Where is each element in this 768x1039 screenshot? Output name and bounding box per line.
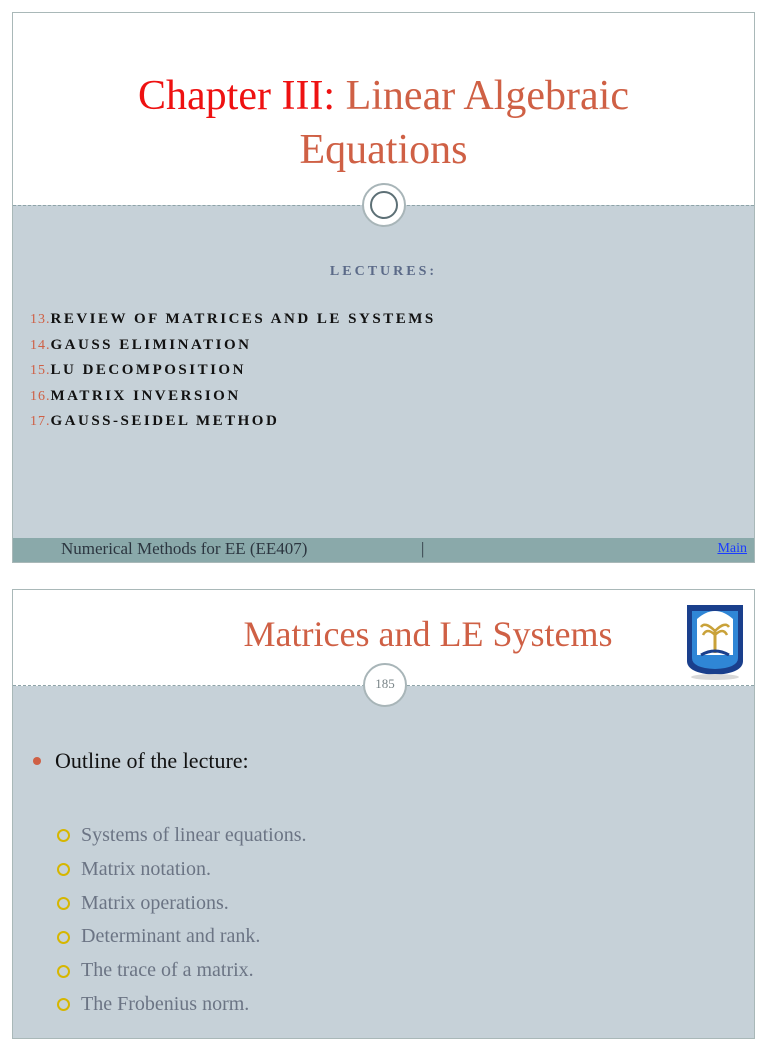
- circle-ornament-inner: [370, 191, 398, 219]
- lecture-label: LU DECOMPOSITION: [50, 362, 246, 378]
- outline-item: [57, 920, 307, 954]
- bullet-dot-icon: [33, 757, 41, 765]
- outline-item: [57, 954, 307, 988]
- outline-heading: [33, 748, 249, 774]
- slide-footer: [13, 538, 754, 563]
- page-number: 185: [375, 676, 395, 691]
- outline-item-text: The Frobenius norm.: [81, 992, 250, 1015]
- lecture-item: [30, 409, 436, 435]
- main-link[interactable]: Main: [717, 541, 747, 556]
- outline-item: [57, 819, 307, 853]
- slide-title-area: [13, 13, 754, 205]
- ring-bullet-icon: [57, 998, 70, 1011]
- lecture-item: [30, 358, 436, 384]
- lecture-number: 14.: [30, 337, 51, 353]
- ring-bullet-icon: [57, 965, 70, 978]
- outline-item: [57, 988, 307, 1022]
- outline-item-text: The trace of a matrix.: [81, 959, 254, 982]
- university-logo-icon: [679, 595, 751, 681]
- lecture-label: GAUSS-SEIDEL METHOD: [50, 413, 280, 429]
- footer-separator: |: [421, 539, 425, 558]
- lectures-heading: LECTURES:: [329, 264, 438, 279]
- outline-item-text: Matrix operations.: [81, 891, 229, 914]
- chapter-label: Chapter III:: [138, 73, 336, 119]
- ring-bullet-icon: [57, 829, 70, 842]
- lecture-list: [30, 307, 436, 435]
- lecture-item: [30, 307, 436, 333]
- ring-bullet-icon: [57, 897, 70, 910]
- lecture-label: MATRIX INVERSION: [50, 387, 241, 404]
- outline-heading-text: Outline of the lecture:: [55, 748, 249, 773]
- outline-item-text: Determinant and rank.: [81, 925, 261, 948]
- course-name: Numerical Methods for EE (EE407): [61, 539, 308, 558]
- lecture-label: REVIEW OF MATRICES AND LE SYSTEMS: [50, 311, 436, 327]
- outline-item-text: Systems of linear equations.: [81, 824, 307, 846]
- chapter-title: [13, 69, 754, 177]
- slide-title: Matrices and LE Systems: [243, 614, 613, 654]
- chapter-title-line1: Linear Algebraic: [345, 73, 629, 119]
- ring-bullet-icon: [57, 863, 70, 876]
- lecture-item: [30, 333, 436, 359]
- outline-list: [57, 819, 307, 1022]
- lecture-number: 17.: [30, 414, 51, 429]
- slide-chapter-title: [12, 12, 755, 563]
- lecture-label: GAUSS ELIMINATION: [50, 336, 252, 353]
- lecture-number: 16.: [30, 388, 51, 404]
- outline-item: [57, 853, 307, 887]
- page-number-badge: [363, 663, 407, 707]
- circle-ornament-icon: [362, 183, 406, 227]
- lecture-number: 15.: [30, 363, 51, 378]
- outline-item-text: Matrix notation.: [81, 857, 211, 880]
- chapter-title-line2: Equations: [299, 127, 468, 173]
- slide-matrices-le-systems: [12, 589, 755, 1039]
- outline-item: [57, 887, 307, 921]
- ring-bullet-icon: [57, 931, 70, 944]
- lecture-item: [30, 384, 436, 410]
- lecture-number: 13.: [30, 312, 51, 327]
